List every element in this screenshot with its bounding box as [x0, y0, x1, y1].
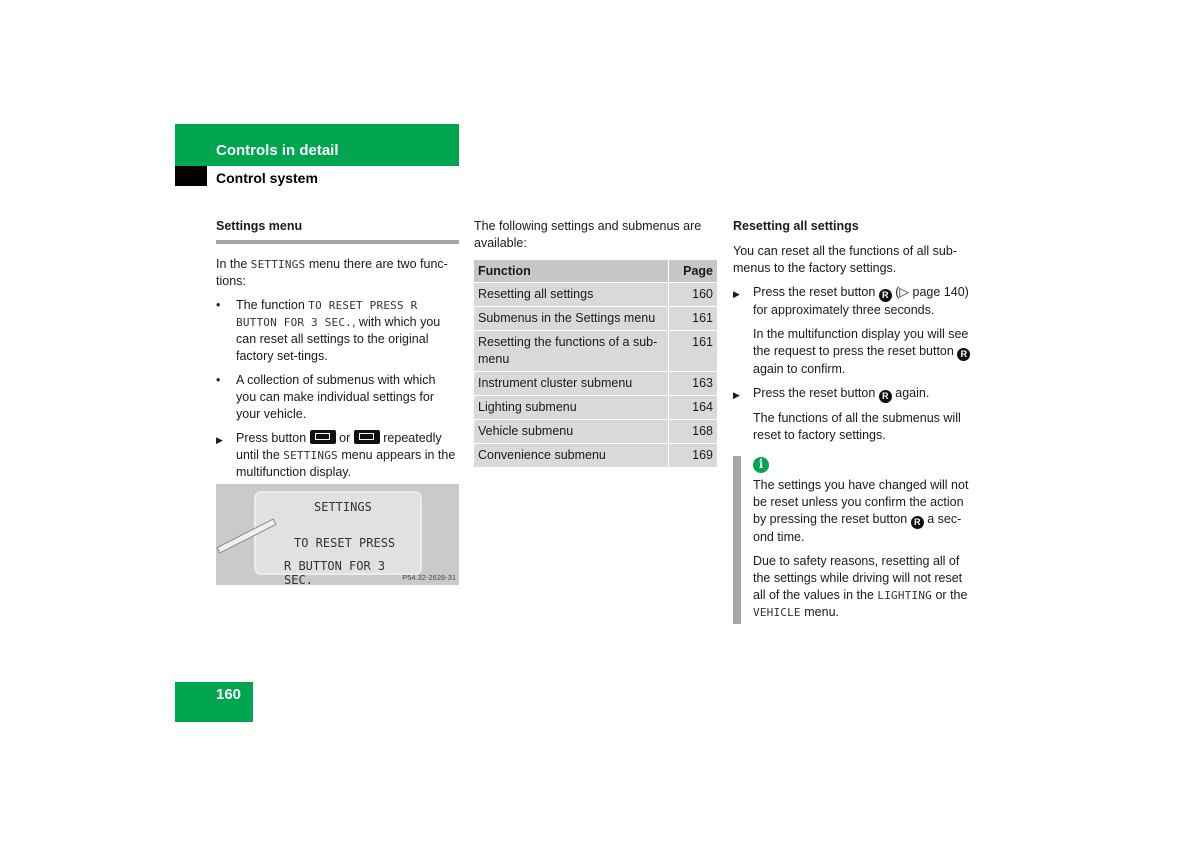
bullet1-text-cont: , with which you can reset all settings to the original factory set-tings.	[236, 315, 441, 363]
display-line-settings: SETTINGS	[314, 500, 372, 514]
table-row	[474, 283, 717, 307]
col-function-header: Function	[474, 260, 668, 283]
step-text-end: menu appears in the multifunction display.	[236, 448, 456, 479]
note-factory: The functions of all the submenus will reset to factory settings.	[753, 411, 961, 442]
table-header-row	[474, 260, 717, 283]
heading-rule	[216, 240, 459, 244]
function-cell: Vehicle submenu	[474, 420, 668, 444]
page-cell: 163	[668, 372, 717, 396]
resetting-intro: You can reset all the functions of all sub-menus to the factory settings.	[733, 244, 957, 275]
page-cell: 161	[668, 307, 717, 331]
resetting-heading: Resetting all settings	[733, 219, 859, 233]
intro-text-cont: menu there are two func-tions:	[216, 257, 448, 288]
settings-menu-heading: Settings menu	[216, 219, 303, 233]
info-bar	[733, 456, 741, 624]
display-line-reset: TO RESET PRESS	[294, 536, 396, 550]
bullet1-text: The function	[236, 298, 305, 312]
function-cell: Submenus in the Settings menu	[474, 307, 668, 331]
reset-button-icon: R	[911, 516, 924, 529]
section-title: Control system	[216, 170, 318, 186]
step-press-button	[216, 430, 459, 481]
step-press-reset-again	[733, 385, 978, 403]
reset-button-icon: R	[879, 289, 892, 302]
table-row	[474, 331, 717, 372]
display-prev-button-icon	[354, 430, 380, 444]
table-intro: The following settings and submenus are available:	[474, 219, 702, 250]
settings-display-term: SETTINGS	[250, 258, 306, 271]
col-page-header: Page	[668, 260, 717, 283]
note-confirm	[733, 326, 978, 378]
step-press-reset	[733, 284, 978, 319]
step1-text-cont: (▷ page 140) for approximately three seconds.	[753, 285, 969, 317]
reset-button-icon: R	[957, 348, 970, 361]
info-icon: i	[753, 457, 769, 473]
step-text: Press button	[236, 431, 307, 445]
column-settings-table	[474, 218, 717, 468]
step-arrow-icon: ▶	[733, 289, 740, 299]
display-next-button-icon	[310, 430, 336, 444]
figure-reference: P54.32-2628-31	[402, 573, 456, 582]
function-cell: Lighting submenu	[474, 396, 668, 420]
info1-text: The settings you have changed will not be reset unless you confirm the action by pressing the reset button	[753, 477, 969, 526]
page-cell: 169	[668, 444, 717, 468]
step2-text-cont: again.	[895, 386, 930, 400]
bullet-dot: •	[216, 298, 221, 312]
intro-text: In the	[216, 257, 248, 271]
step1-text: Press the reset button	[753, 285, 876, 299]
bullet-reset-function	[216, 297, 459, 365]
info-text-1	[753, 477, 978, 546]
display-screen	[254, 491, 422, 587]
vehicle-term: VEHICLE	[753, 605, 801, 619]
info2-text: Due to safety reasons, resetting all of the settings while driving will not reset all of the values in the	[753, 553, 963, 602]
step2-text: Press the reset button	[753, 386, 876, 400]
display-line-rbutton: R BUTTON FOR 3 SEC.	[284, 559, 386, 587]
multifunction-display-illustration	[216, 484, 459, 585]
settings-intro	[216, 256, 459, 290]
settings-table	[474, 260, 717, 468]
bullet-submenus	[216, 372, 459, 423]
page-number-box	[175, 682, 253, 722]
page-cell: 168	[668, 420, 717, 444]
info-box	[733, 456, 978, 621]
lighting-term: LIGHTING	[877, 588, 932, 602]
chapter-title: Controls in detail	[216, 142, 339, 159]
reset-display-term: TO RESET PRESS R BUTTON FOR 3 SEC.	[236, 299, 418, 329]
table-row	[474, 372, 717, 396]
function-cell: Resetting all settings	[474, 283, 668, 307]
page-number: 160	[216, 686, 242, 703]
section-marker	[175, 166, 207, 186]
table-row	[474, 396, 717, 420]
bullet2-text: A collection of submenus with which you can make individual settings for your vehicle.	[236, 373, 436, 421]
table-row	[474, 444, 717, 468]
settings-display-term: SETTINGS	[283, 449, 338, 462]
note1-text-cont: again to confirm.	[753, 362, 846, 376]
function-cell: Resetting the functions of a sub-menu	[474, 331, 668, 372]
column-resetting	[733, 218, 978, 628]
table-row	[474, 307, 717, 331]
step-or: or	[339, 431, 351, 445]
note1-text: In the multifunction display you will see the request to press the reset button	[753, 327, 969, 358]
reset-button-icon: R	[879, 390, 892, 403]
info-text-2	[753, 553, 978, 621]
bullet-dot: •	[216, 373, 221, 387]
page-cell: 160	[668, 283, 717, 307]
info2-text-cont: or the	[935, 587, 968, 602]
info2-text-end: menu.	[804, 604, 839, 619]
function-cell: Instrument cluster submenu	[474, 372, 668, 396]
page-cell: 164	[668, 396, 717, 420]
info1-text-cont: a sec-ond time.	[753, 511, 962, 544]
step-arrow-icon: ▶	[216, 435, 223, 445]
column-settings-menu	[216, 218, 459, 488]
step-arrow-icon: ▶	[733, 390, 740, 400]
function-cell: Convenience submenu	[474, 444, 668, 468]
table-row	[474, 420, 717, 444]
page-cell: 161	[668, 331, 717, 372]
step-text-cont: repeatedly until the	[236, 431, 442, 462]
